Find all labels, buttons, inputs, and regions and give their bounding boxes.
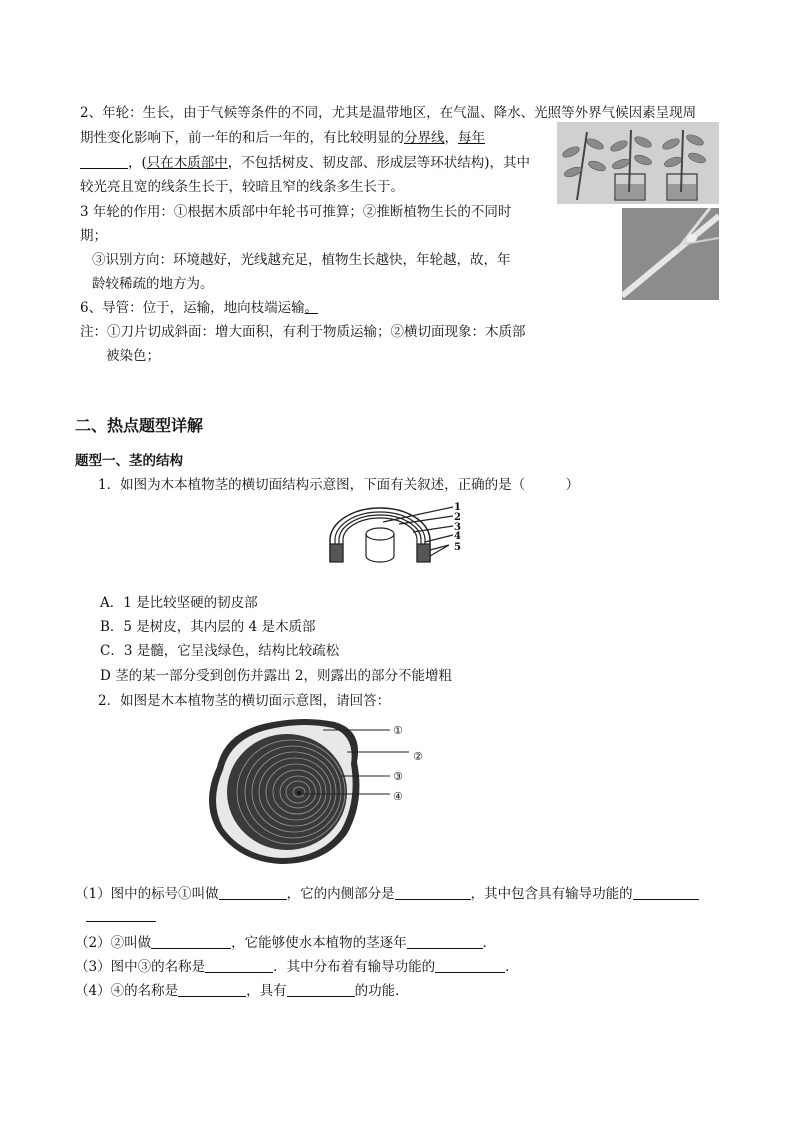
- note-line1: 注：①刀片切成斜面：增大面积，有利于物质运输；②横切面现象：木质部: [80, 324, 526, 340]
- paragraph-ring-function-line1: 3 年轮的作用：①根据木质部中年轮书可推算；②推断植物生长的不同时: [80, 204, 512, 220]
- paragraph-ring-function-line4: 龄较稀疏的地方为。: [92, 276, 214, 292]
- text-fragment: ，不包括树皮、韧皮部、形成层等环状结构)，其中: [227, 155, 531, 171]
- paragraph-annual-ring-line3: [80, 151, 530, 171]
- ring-label-2: ②: [413, 750, 423, 763]
- underlined-term: 。: [304, 300, 319, 316]
- text-fragment: ，具有: [246, 983, 287, 999]
- underlined-term: 分界线: [404, 130, 445, 146]
- text-fragment: ，其中包含具有输导功能的: [470, 886, 633, 902]
- question1-option-c[interactable]: C．3 是髓，它呈浅绿色，结构比较疏松: [100, 643, 340, 659]
- text-fragment: （2）②叫做: [75, 935, 152, 951]
- fill-blank[interactable]: [395, 886, 471, 900]
- fill-blank[interactable]: [178, 983, 246, 997]
- underlined-term: 每年: [458, 130, 485, 146]
- figure-plant-cuttings: [557, 122, 719, 204]
- diagram-label-4: 4: [454, 531, 461, 542]
- figure-stem-cross-section: [325, 500, 470, 570]
- paragraph-ring-function-line2: 期；: [80, 228, 107, 244]
- text-fragment: ，它能够使水本植物的茎逐年: [231, 935, 407, 951]
- fill-blank[interactable]: [633, 886, 699, 900]
- fill-blank[interactable]: [151, 935, 231, 949]
- fill-blank[interactable]: [80, 155, 128, 169]
- text-fragment: ，: [444, 130, 458, 146]
- text-fragment: ，(: [128, 155, 147, 171]
- paragraph-vessel: [80, 296, 318, 316]
- diagram-label-3: 3: [454, 522, 461, 533]
- question2-part4: [75, 979, 409, 999]
- ring-label-1: ①: [393, 724, 403, 737]
- question1-option-d[interactable]: D 茎的某一部分受到创伤并露出 2，则露出的部分不能增粗: [100, 668, 452, 684]
- section-heading: 二、热点题型详解: [75, 416, 204, 435]
- diagram-label-1: 1: [454, 502, 461, 513]
- text-fragment: （4）④的名称是: [75, 983, 179, 999]
- fill-blank[interactable]: [287, 983, 355, 997]
- question2-part2: [75, 931, 496, 951]
- diagram-label-2: 2: [454, 512, 461, 523]
- fill-blank[interactable]: [86, 908, 156, 922]
- question2-stem: 2．如图是木本植物茎的横切面示意图，请回答：: [98, 693, 391, 709]
- figure-tree-rings: [195, 712, 435, 872]
- paragraph-annual-ring-line4: 较光亮且宽的线条生长于，较暗且窄的线条多生长于。: [80, 179, 404, 195]
- paragraph-ring-function-line3: ③识别方向：环境越好，光线越充足，植物生长越快，年轮越，故，年: [92, 252, 511, 268]
- question-type-title: 题型一、茎的结构: [75, 453, 183, 469]
- ring-label-3: ③: [393, 770, 403, 783]
- question2-part1: [75, 882, 699, 902]
- question1-stem: 1．如图为木本植物茎的横切面结构示意图，下面有关叙述，正确的是（ ）: [98, 477, 580, 493]
- fill-blank[interactable]: [435, 959, 505, 973]
- note-line2: 被染色；: [106, 348, 160, 364]
- question2-part3: [75, 955, 519, 975]
- text-fragment: ，它的内侧部分是: [286, 886, 395, 902]
- text-fragment: （1）图中的标号①叫做: [75, 886, 219, 902]
- text-fragment: （3）图中③的名称是: [75, 959, 206, 975]
- underlined-term: 只在木质部中: [146, 155, 228, 171]
- fill-blank[interactable]: [205, 959, 273, 973]
- text-fragment: ．: [482, 935, 497, 951]
- fill-blank[interactable]: [407, 935, 483, 949]
- text-fragment: 期性变化影响下，前一年的和后一年的，有比较明显的: [80, 130, 404, 146]
- text-fragment: ．其中分布着有输导功能的: [273, 959, 436, 975]
- question2-part1-continued: [86, 908, 156, 924]
- paragraph-annual-ring-line1: 2、年轮：生长，由于气候等条件的不同，尤其是温带地区，在气温、降水、光照等外界气候因素呈现周: [80, 105, 697, 121]
- paragraph-annual-ring-line2: [80, 126, 485, 146]
- diagram-label-5: 5: [454, 542, 461, 553]
- fill-blank[interactable]: [219, 886, 287, 900]
- figure-branch-photo: [622, 208, 719, 300]
- question1-option-a[interactable]: A．1 是比较坚硬的韧皮部: [100, 595, 258, 611]
- text-fragment: ．: [505, 959, 519, 975]
- question1-option-b[interactable]: B．5 是树皮，其内层的 4 是木质部: [100, 619, 316, 635]
- ring-label-4: ④: [393, 790, 403, 803]
- text-fragment: 6、导管：位于，运输，地向枝端运输: [80, 300, 305, 316]
- text-fragment: 的功能．: [354, 983, 409, 999]
